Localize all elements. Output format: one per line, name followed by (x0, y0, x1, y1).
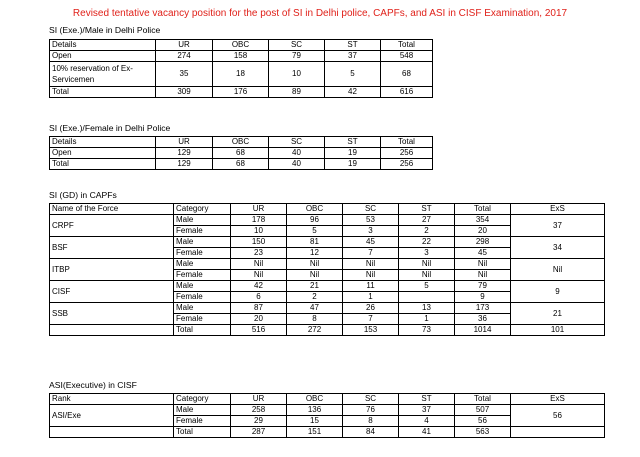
row-label: 10% reservation of Ex-Servicemen (50, 62, 156, 87)
table-cell: 516 (231, 325, 287, 336)
table-cell: 37 (325, 51, 381, 62)
table-row (50, 259, 605, 270)
header-cell: Rank (50, 394, 174, 405)
table-cell: Nil (231, 270, 287, 281)
empty-cell (50, 325, 174, 336)
table-si-male-delhi (49, 39, 433, 98)
exs-cell: 56 (511, 405, 605, 427)
header-cell: ExS (511, 204, 605, 215)
section-heading-si-male-delhi: SI (Exe.)/Male in Delhi Police (49, 25, 161, 35)
table-cell (399, 292, 455, 303)
table-cell: 7 (343, 314, 399, 325)
table-cell: Nil (399, 270, 455, 281)
table-cell: 15 (287, 416, 343, 427)
table-cell: 29 (231, 416, 287, 427)
header-cell: ST (399, 204, 455, 215)
table-cell: 507 (455, 405, 511, 416)
header-cell: UR (156, 40, 213, 51)
header-cell: OBC (213, 40, 269, 51)
exs-cell: 9 (511, 281, 605, 303)
header-cell: UR (231, 394, 287, 405)
table-cell: 19 (325, 159, 381, 170)
table-cell: 36 (455, 314, 511, 325)
table-cell: 87 (231, 303, 287, 314)
header-cell: Total (381, 137, 433, 148)
table-cell: 20 (231, 314, 287, 325)
table-cell: 5 (399, 281, 455, 292)
table-cell: 76 (343, 405, 399, 416)
table-cell: 47 (287, 303, 343, 314)
empty-cell (511, 427, 605, 438)
section-heading-si-female-delhi: SI (Exe.)/Female in Delhi Police (49, 123, 171, 133)
table-cell: 10 (231, 226, 287, 237)
table-cell: 79 (269, 51, 325, 62)
category-cell: Female (174, 270, 231, 281)
table-cell: Nil (287, 270, 343, 281)
table-total-row (50, 87, 433, 98)
table-cell: 158 (213, 51, 269, 62)
header-cell: ST (325, 137, 381, 148)
table-cell: 73 (399, 325, 455, 336)
table-row (50, 148, 433, 159)
table-cell: 153 (343, 325, 399, 336)
category-cell: Male (174, 281, 231, 292)
table-cell: 274 (156, 51, 213, 62)
table-cell: 20 (455, 226, 511, 237)
header-cell: SC (343, 204, 399, 215)
header-cell: SC (269, 137, 325, 148)
table-header-row (50, 137, 433, 148)
category-cell: Female (174, 314, 231, 325)
table-total-row (50, 427, 605, 438)
force-name-cell: CRPF (50, 215, 174, 237)
exs-cell: 34 (511, 237, 605, 259)
table-cell: 40 (269, 159, 325, 170)
header-cell: Details (50, 40, 156, 51)
table-cell: 287 (231, 427, 287, 438)
rank-cell: ASI/Exe (50, 405, 174, 427)
table-cell: 309 (156, 87, 213, 98)
force-name-cell: ITBP (50, 259, 174, 281)
table-cell: 7 (343, 248, 399, 259)
table-cell: 45 (455, 248, 511, 259)
category-cell: Female (174, 226, 231, 237)
table-cell: 12 (287, 248, 343, 259)
table-cell: 45 (343, 237, 399, 248)
table-total-row (50, 325, 605, 336)
header-cell: ST (325, 40, 381, 51)
table-header-row (50, 394, 605, 405)
table-cell: 37 (399, 405, 455, 416)
table-cell: 5 (287, 226, 343, 237)
table-cell: 11 (343, 281, 399, 292)
header-cell: UR (156, 137, 213, 148)
force-name-cell: CISF (50, 281, 174, 303)
table-cell: 42 (325, 87, 381, 98)
header-cell: SC (343, 394, 399, 405)
table-cell: 56 (455, 416, 511, 427)
row-label: Total (50, 87, 156, 98)
section-heading-si-gd-capfs: SI (GD) in CAPFs (49, 190, 117, 200)
table-row (50, 51, 433, 62)
table-header-row (50, 40, 433, 51)
table-row (50, 62, 433, 87)
table-cell: 9 (455, 292, 511, 303)
table-si-female-delhi (49, 136, 433, 170)
header-cell: Category (174, 394, 231, 405)
category-cell: Male (174, 215, 231, 226)
table-row (50, 303, 605, 314)
table-cell: 3 (399, 248, 455, 259)
table-row (50, 405, 605, 416)
table-cell: 27 (399, 215, 455, 226)
empty-cell (50, 427, 174, 438)
table-cell: 96 (287, 215, 343, 226)
header-cell: Category (174, 204, 231, 215)
table-row (50, 215, 605, 226)
table-cell: 53 (343, 215, 399, 226)
table-cell: 176 (213, 87, 269, 98)
row-label: Open (50, 148, 156, 159)
exs-cell: Nil (511, 259, 605, 281)
row-label: Total (50, 159, 156, 170)
table-cell: 616 (381, 87, 433, 98)
table-cell: 1014 (455, 325, 511, 336)
table-cell: Nil (343, 270, 399, 281)
table-cell: 81 (287, 237, 343, 248)
total-label: Total (174, 427, 231, 438)
table-cell: 35 (156, 62, 213, 87)
table-cell: 548 (381, 51, 433, 62)
table-cell: 354 (455, 215, 511, 226)
table-cell: 151 (287, 427, 343, 438)
table-cell: 563 (455, 427, 511, 438)
header-cell: ExS (511, 394, 605, 405)
table-cell: 256 (381, 148, 433, 159)
table-cell: 8 (287, 314, 343, 325)
header-cell: UR (231, 204, 287, 215)
table-cell: 5 (325, 62, 381, 87)
table-cell: Nil (455, 270, 511, 281)
table-total-row (50, 159, 433, 170)
table-cell: 2 (287, 292, 343, 303)
table-cell: 42 (231, 281, 287, 292)
table-asi-cisf (49, 393, 605, 438)
table-cell: 3 (343, 226, 399, 237)
table-cell: 40 (269, 148, 325, 159)
category-cell: Female (174, 292, 231, 303)
table-cell: 101 (511, 325, 605, 336)
table-cell: 10 (269, 62, 325, 87)
table-cell: 136 (287, 405, 343, 416)
table-cell: 258 (231, 405, 287, 416)
table-cell: 41 (399, 427, 455, 438)
table-cell: Nil (231, 259, 287, 270)
table-cell: 6 (231, 292, 287, 303)
table-cell: 129 (156, 148, 213, 159)
table-header-row (50, 204, 605, 215)
table-cell: Nil (343, 259, 399, 270)
table-cell: 1 (343, 292, 399, 303)
table-cell: 84 (343, 427, 399, 438)
table-cell: 68 (213, 148, 269, 159)
table-cell: Nil (287, 259, 343, 270)
table-cell: 26 (343, 303, 399, 314)
table-cell: 23 (231, 248, 287, 259)
table-cell: 2 (399, 226, 455, 237)
header-cell: Total (455, 394, 511, 405)
table-cell: 22 (399, 237, 455, 248)
table-cell: Nil (399, 259, 455, 270)
header-cell: Total (455, 204, 511, 215)
document-title: Revised tentative vacancy position for the post of SI in Delhi police, CAPFs, and ASI in CISF Examination, 2017 (72, 8, 568, 19)
header-cell: OBC (287, 204, 343, 215)
header-cell: ST (399, 394, 455, 405)
table-cell: 129 (156, 159, 213, 170)
table-cell: 68 (381, 62, 433, 87)
header-cell: OBC (287, 394, 343, 405)
exs-cell: 37 (511, 215, 605, 237)
table-cell: 18 (213, 62, 269, 87)
table-cell: 68 (213, 159, 269, 170)
table-cell: Nil (455, 259, 511, 270)
table-cell: 79 (455, 281, 511, 292)
header-cell: SC (269, 40, 325, 51)
category-cell: Male (174, 405, 231, 416)
category-cell: Male (174, 259, 231, 270)
header-cell: Total (381, 40, 433, 51)
category-cell: Male (174, 237, 231, 248)
table-row (50, 237, 605, 248)
category-cell: Female (174, 248, 231, 259)
table-cell: 173 (455, 303, 511, 314)
header-cell: Details (50, 137, 156, 148)
table-cell: 21 (287, 281, 343, 292)
table-cell: 4 (399, 416, 455, 427)
total-label: Total (174, 325, 231, 336)
table-cell: 1 (399, 314, 455, 325)
header-cell: OBC (213, 137, 269, 148)
table-si-gd-capfs (49, 203, 605, 336)
category-cell: Male (174, 303, 231, 314)
exs-cell: 21 (511, 303, 605, 325)
force-name-cell: SSB (50, 303, 174, 325)
table-cell: 13 (399, 303, 455, 314)
table-row (50, 281, 605, 292)
table-cell: 272 (287, 325, 343, 336)
row-label: Open (50, 51, 156, 62)
table-cell: 19 (325, 148, 381, 159)
header-cell: Name of the Force (50, 204, 174, 215)
category-cell: Female (174, 416, 231, 427)
force-name-cell: BSF (50, 237, 174, 259)
table-cell: 178 (231, 215, 287, 226)
table-cell: 256 (381, 159, 433, 170)
table-cell: 8 (343, 416, 399, 427)
section-heading-asi-cisf: ASI(Executive) in CISF (49, 380, 137, 390)
table-cell: 298 (455, 237, 511, 248)
table-cell: 89 (269, 87, 325, 98)
table-cell: 150 (231, 237, 287, 248)
